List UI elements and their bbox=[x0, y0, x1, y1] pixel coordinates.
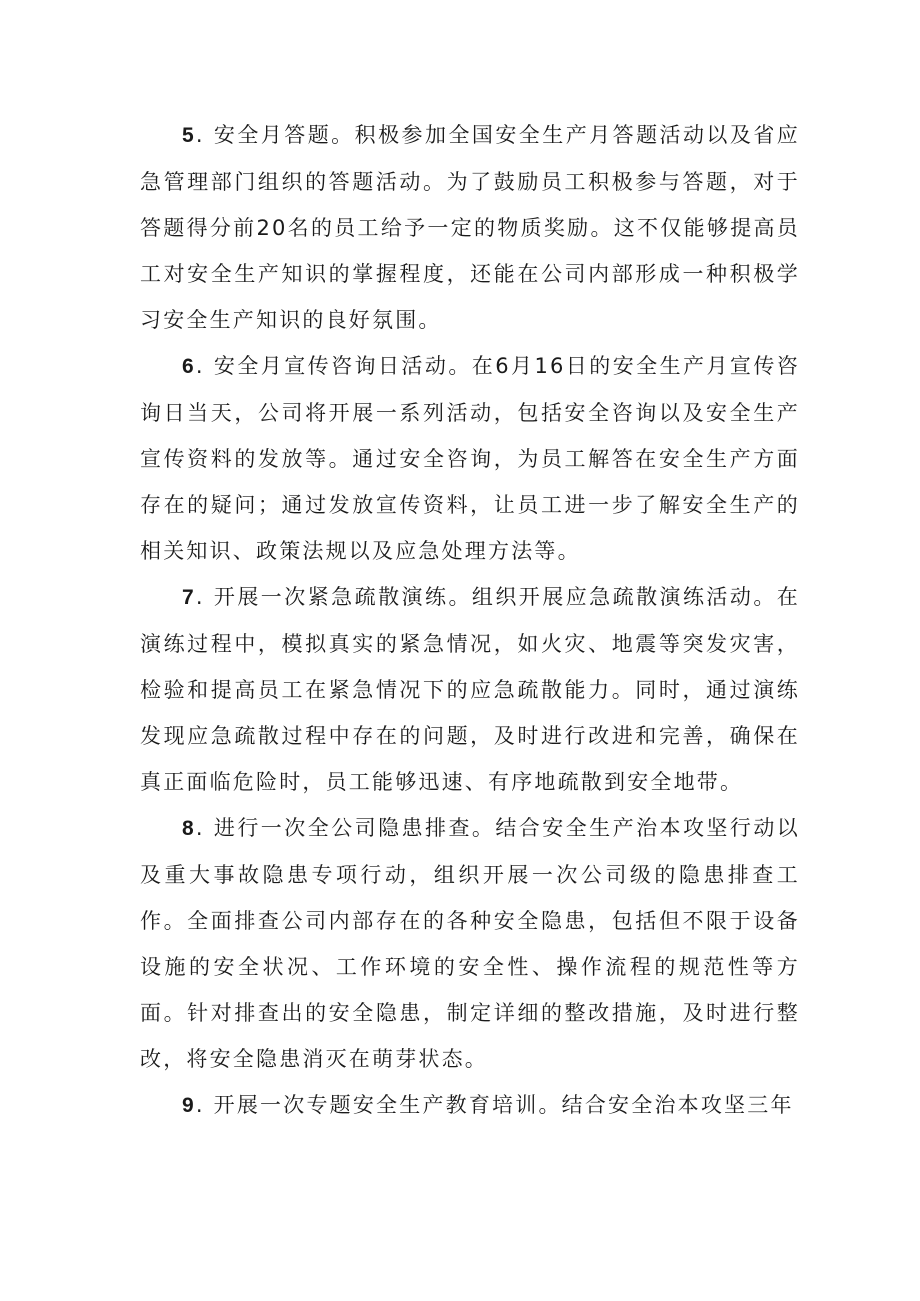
paragraph-text: . 开展一次紧急疏散演练。组织开展应急疏散演练活动。在演练过程中，模拟真实的紧急情况，如火灾、地震等突发灾害，检验和提高员工在紧急情况下的应急疏散能力。同时，通过演练发现应急疏散过程中存在的问题，及时进行改进和完善，确保在真正面临危险时，员工能够迅速、有序地疏散到安全地带。 bbox=[140, 585, 800, 794]
paragraph-item-7 bbox=[140, 574, 800, 805]
paragraph-number: 6 bbox=[182, 355, 196, 378]
paragraph-item-9 bbox=[140, 1082, 800, 1129]
paragraph-item-5 bbox=[140, 112, 800, 343]
paragraph-item-8 bbox=[140, 805, 800, 1082]
paragraph-number: 9 bbox=[182, 1094, 196, 1117]
paragraph-number: 5 bbox=[182, 124, 196, 147]
paragraph-text: . 安全月答题。积极参加全国安全生产月答题活动以及省应急管理部门组织的答题活动。为了鼓励员工积极参与答题，对于答题得分前20名的员工给予一定的物质奖励。这不仅能够提高员工对安全生产知识的掌握程度，还能在公司内部形成一种积极学习安全生产知识的良好氛围。 bbox=[140, 123, 800, 332]
paragraph-number: 8 bbox=[182, 817, 196, 840]
paragraph-text: . 安全月宣传咨询日活动。在6月16日的安全生产月宣传咨询日当天，公司将开展一系列活动，包括安全咨询以及安全生产宣传资料的发放等。通过安全咨询，为员工解答在安全生产方面存在的疑问；通过发放宣传资料，让员工进一步了解安全生产的相关知识、政策法规以及应急处理方法等。 bbox=[140, 354, 800, 563]
paragraph-item-6 bbox=[140, 343, 800, 574]
document-body bbox=[140, 112, 800, 1129]
paragraph-text: . 进行一次全公司隐患排查。结合安全生产治本攻坚行动以及重大事故隐患专项行动，组织开展一次公司级的隐患排查工作。全面排查公司内部存在的各种安全隐患，包括但不限于设备设施的安全状况、工作环境的安全性、操作流程的规范性等方面。针对排查出的安全隐患，制定详细的整改措施，及时进行整改，将安全隐患消灭在萌芽状态。 bbox=[140, 816, 800, 1071]
paragraph-text: . 开展一次专题安全生产教育培训。结合安全治本攻坚三年 bbox=[195, 1093, 794, 1117]
paragraph-number: 7 bbox=[182, 586, 196, 609]
